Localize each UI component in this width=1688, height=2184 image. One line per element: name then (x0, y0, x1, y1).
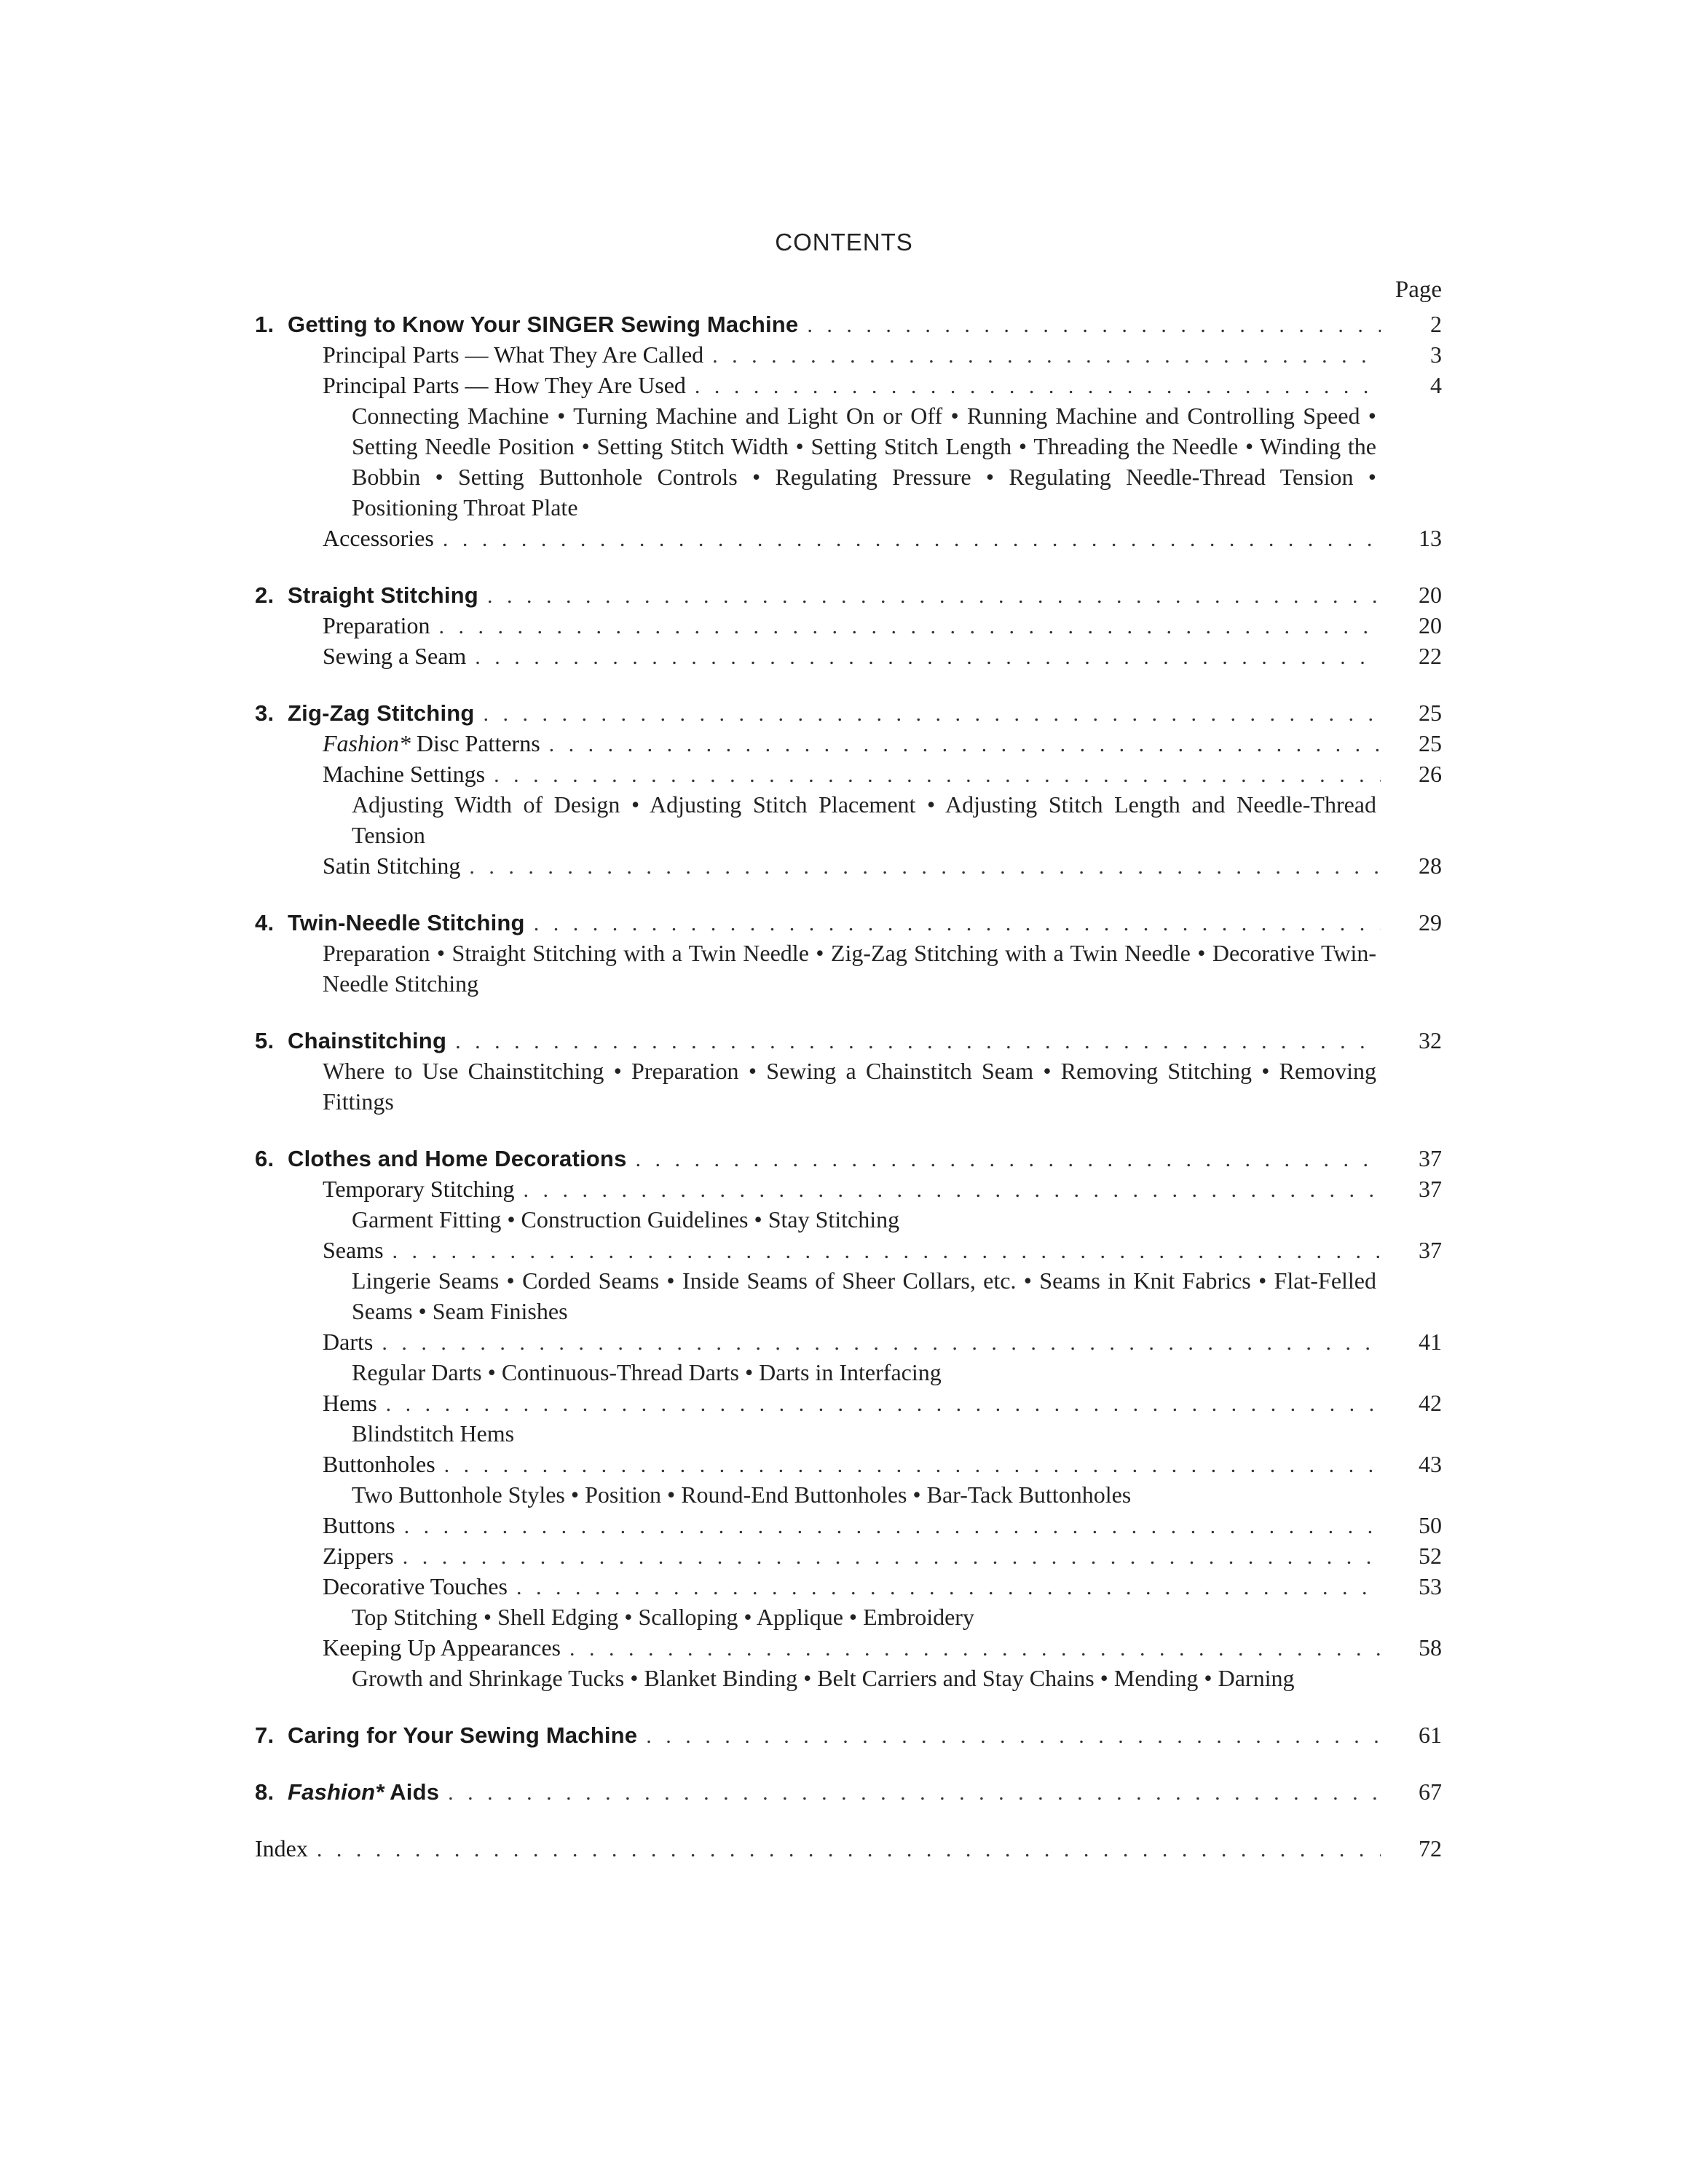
entry-label (255, 1777, 439, 1808)
chapter-section (255, 907, 1442, 999)
chapter-section (255, 1025, 1442, 1117)
dot-leader (569, 1634, 1381, 1664)
page-number: 42 (1419, 1390, 1442, 1416)
subsection-entry[interactable] (255, 339, 1442, 370)
dot-leader (484, 699, 1381, 729)
index-entry[interactable] (255, 1833, 1442, 1864)
chapter-section (255, 1720, 1442, 1750)
page-title: CONTENTS (775, 229, 913, 256)
subsection-entry[interactable] (255, 759, 1442, 789)
subsection-title: Preparation (323, 612, 430, 638)
subsection-title: Seams (323, 1237, 384, 1263)
subsection-entry[interactable] (255, 1510, 1442, 1540)
dot-leader (393, 1236, 1381, 1267)
dot-leader (469, 852, 1381, 882)
dot-leader (317, 1835, 1381, 1865)
page-number: 37 (1419, 1176, 1442, 1202)
entry-label (255, 1026, 446, 1056)
chapter-section (255, 1776, 1442, 1807)
index-section (255, 1833, 1442, 1864)
dot-leader (807, 310, 1381, 341)
topic-list: Preparation • Straight Stitching with a Twin Needle • Zig-Zag Stitching with a Twin Needle • Decorative Twin-Needle Stitching (323, 940, 1376, 997)
chapter-number: 8. (255, 1779, 275, 1805)
dot-leader (386, 1389, 1381, 1420)
page-number: 41 (1419, 1329, 1442, 1355)
dot-leader (494, 760, 1381, 791)
subsection-entry[interactable] (255, 370, 1442, 400)
page-number: 22 (1419, 643, 1442, 669)
subsection-title: Decorative Touches (323, 1573, 508, 1599)
topic-list: Two Buttonhole Styles • Position • Round-End Buttonholes • Bar-Tack Buttonholes (352, 1481, 1132, 1508)
subsection-title: Satin Stitching (323, 852, 461, 879)
entry-label (255, 1720, 637, 1751)
subsection-entry[interactable] (255, 1449, 1442, 1479)
subsection-entry[interactable] (255, 610, 1442, 641)
page-number: 25 (1419, 730, 1442, 756)
dot-leader (523, 1175, 1381, 1206)
entry-label (323, 1510, 395, 1540)
chapter-entry[interactable] (255, 309, 1442, 339)
page-number: 61 (1419, 1722, 1442, 1748)
subsection-entry[interactable] (255, 1388, 1442, 1418)
subsection-title: Zippers (323, 1543, 394, 1569)
subsection-entry[interactable] (255, 641, 1442, 671)
chapter-section (255, 579, 1442, 671)
chapter-title-italic: Fashion* (288, 1779, 384, 1805)
entry-label (323, 1632, 561, 1663)
subsection-entry[interactable] (255, 850, 1442, 881)
subsection-title: Buttons (323, 1512, 395, 1538)
table-of-contents (255, 309, 1442, 1890)
dot-leader (404, 1511, 1381, 1542)
entry-label (323, 1326, 373, 1357)
chapter-title: Chainstitching (288, 1028, 447, 1053)
page-number: 67 (1419, 1779, 1442, 1805)
topic-list: Growth and Shrinkage Tucks • Blanket Binding • Belt Carriers and Stay Chains • Mending • Darning (352, 1665, 1295, 1691)
topic-list: Lingerie Seams • Corded Seams • Inside Seams of Sheer Collars, etc. • Seams in Knit Fabrics • Flat-Felled Seams • Seam Finishes (352, 1267, 1376, 1324)
chapter-number: 1. (255, 312, 275, 337)
page-number: 3 (1430, 341, 1442, 368)
page-number: 4 (1430, 372, 1442, 398)
topic-list: Garment Fitting • Construction Guidelines • Stay Stitching (352, 1206, 900, 1233)
chapter-number: 2. (255, 582, 275, 608)
page-number: 58 (1419, 1634, 1442, 1661)
subsection-title-italic: Fashion* (323, 730, 411, 756)
page-number: 20 (1419, 612, 1442, 638)
dot-leader (695, 371, 1381, 402)
dot-leader (475, 642, 1381, 673)
entry-label (255, 1144, 627, 1174)
page-number: 37 (1419, 1145, 1442, 1171)
subsection-entry[interactable] (255, 1632, 1442, 1663)
subsection-entry[interactable] (255, 1326, 1442, 1357)
dot-leader (487, 581, 1381, 612)
page-number: 43 (1419, 1451, 1442, 1477)
entry-label (323, 1571, 508, 1602)
dot-leader (439, 612, 1381, 642)
page-number: 37 (1419, 1237, 1442, 1263)
chapter-section (255, 697, 1442, 881)
dot-leader (444, 1450, 1381, 1481)
chapter-entry[interactable] (255, 1143, 1442, 1174)
page-column-label: Page (1395, 277, 1442, 303)
chapter-entry[interactable] (255, 1720, 1442, 1750)
chapter-number: 6. (255, 1146, 275, 1171)
chapter-title: Zig-Zag Stitching (288, 700, 475, 726)
subsection-title: Keeping Up Appearances (323, 1634, 561, 1661)
entry-label (323, 339, 703, 370)
topic-list: Blindstitch Hems (352, 1420, 515, 1447)
chapter-number: 7. (255, 1722, 275, 1748)
topic-list: Regular Darts • Continuous-Thread Darts • Darts in Interfacing (352, 1359, 942, 1385)
subsection-title: Accessories (323, 525, 434, 551)
chapter-entry[interactable] (255, 1025, 1442, 1056)
subsection-title: Disc Patterns (410, 730, 540, 756)
entry-label (323, 759, 485, 789)
subsection-title: Temporary Stitching (323, 1176, 515, 1202)
dot-leader (403, 1542, 1381, 1572)
dot-leader (455, 1026, 1381, 1057)
entry-label (323, 370, 686, 400)
subsection-title: Principal Parts — How They Are Used (323, 372, 686, 398)
entry-label (323, 1388, 377, 1418)
page-number: 13 (1419, 525, 1442, 551)
topic-list: Top Stitching • Shell Edging • Scalloping • Applique • Embroidery (352, 1604, 974, 1630)
topic-list: Where to Use Chainstitching • Preparation • Sewing a Chainstitch Seam • Removing Stitching • Removing Fittings (323, 1058, 1376, 1115)
chapter-title: Caring for Your Sewing Machine (288, 1722, 638, 1748)
chapter-entry[interactable] (255, 907, 1442, 938)
entry-label (323, 610, 430, 641)
chapter-entry[interactable] (255, 579, 1442, 610)
dot-leader (534, 909, 1381, 939)
subsection-title: Hems (323, 1390, 377, 1416)
subsection-entry[interactable] (255, 523, 1442, 553)
entry-label (323, 850, 460, 881)
dot-leader (712, 341, 1381, 371)
subsection-title: Machine Settings (323, 761, 486, 787)
page-number: 29 (1419, 909, 1442, 935)
entry-label (323, 641, 466, 671)
dot-leader (636, 1144, 1381, 1175)
entry-label (323, 523, 434, 553)
chapter-title: Aids (384, 1779, 440, 1805)
chapter-entry[interactable] (255, 1776, 1442, 1807)
page-number: 20 (1419, 582, 1442, 608)
entry-label (323, 1174, 514, 1204)
subsection-entry[interactable] (255, 728, 1442, 759)
page-number: 2 (1430, 311, 1442, 337)
entry-label (323, 728, 540, 759)
page-number: 53 (1419, 1573, 1442, 1599)
topic-list: Connecting Machine • Turning Machine and Light On or Off • Running Machine and Controlling Speed • Setting Needle Position • Setting Stitch Width • Setting Stitch Length • Threading the Needle • Winding the Bobbin • Setting Buttonhole Controls • Regulating Pressure • Regulating Needle-Thread Tension • Positioning Throat Plate (352, 403, 1376, 521)
dot-leader (646, 1721, 1381, 1752)
page-number: 52 (1419, 1543, 1442, 1569)
chapter-section (255, 1143, 1442, 1693)
subsection-title: Sewing a Seam (323, 643, 467, 669)
chapter-entry[interactable] (255, 697, 1442, 728)
dot-leader (549, 729, 1381, 760)
chapter-number: 3. (255, 700, 275, 726)
entry-label (255, 580, 478, 611)
chapter-title: Clothes and Home Decorations (288, 1146, 627, 1171)
page-number: 72 (1419, 1835, 1442, 1861)
dot-leader (443, 524, 1381, 555)
subsection-title: Buttonholes (323, 1451, 435, 1477)
chapter-number: 4. (255, 910, 275, 935)
entry-label (255, 1833, 308, 1864)
page-number: 32 (1419, 1027, 1442, 1053)
chapter-section (255, 309, 1442, 553)
chapter-title: Straight Stitching (288, 582, 478, 608)
entry-label (323, 1540, 394, 1571)
chapter-title: Getting to Know Your SINGER Sewing Machine (288, 312, 799, 337)
subsection-entry[interactable] (255, 1174, 1442, 1204)
entry-label (323, 1235, 384, 1265)
entry-label (255, 908, 525, 938)
subsection-entry[interactable] (255, 1235, 1442, 1265)
page-number: 28 (1419, 852, 1442, 879)
chapter-title: Twin-Needle Stitching (288, 910, 525, 935)
dot-leader (382, 1328, 1381, 1358)
subsection-title: Darts (323, 1329, 374, 1355)
subsection-entry[interactable] (255, 1540, 1442, 1571)
entry-label (323, 1449, 435, 1479)
page-number: 50 (1419, 1512, 1442, 1538)
page-number: 25 (1419, 700, 1442, 726)
entry-label (255, 309, 798, 340)
chapter-number: 5. (255, 1028, 275, 1053)
page-number: 26 (1419, 761, 1442, 787)
topic-list: Adjusting Width of Design • Adjusting Stitch Placement • Adjusting Stitch Length and Needle-Thread Tension (352, 791, 1376, 848)
index-title: Index (255, 1835, 308, 1861)
dot-leader (516, 1572, 1381, 1603)
entry-label (255, 698, 475, 729)
dot-leader (448, 1778, 1381, 1808)
subsection-title: Principal Parts — What They Are Called (323, 341, 704, 368)
subsection-entry[interactable] (255, 1571, 1442, 1602)
